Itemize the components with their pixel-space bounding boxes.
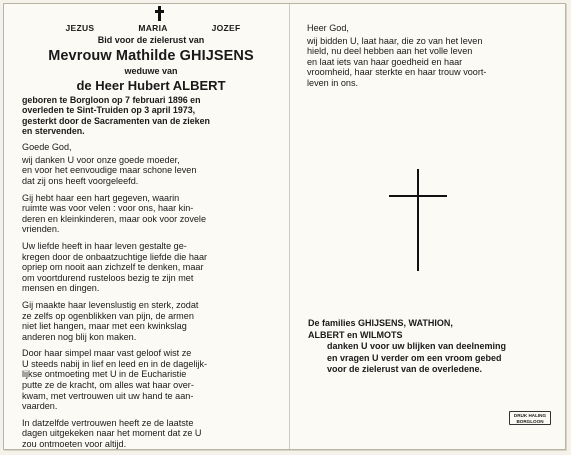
- prayer-line: putte ze de kracht, om alles wat haar over-: [22, 380, 194, 391]
- prayer-line: zou ontmoeten voor altijd.: [22, 439, 127, 450]
- prayer-line: anderen nog blij kon maken.: [22, 331, 137, 342]
- prayer-line: en voor het eenvoudige maar schone leven: [22, 165, 197, 176]
- bio-line: en stervenden.: [22, 125, 85, 136]
- bio-line: geboren te Borgloon op 7 februari 1896 en: [22, 95, 201, 105]
- jmj-heading: [66, 23, 241, 34]
- families-line-1: De families GHIJSENS, WATHION,: [308, 318, 453, 328]
- prayer-line: lijkse ontmoeting met U in de Eucharistie: [22, 369, 187, 380]
- back-panel: [307, 17, 547, 89]
- printer-town: BORGLOON: [516, 418, 544, 424]
- bio-line: gesterkt door de Sacramenten van de zieken: [22, 115, 210, 126]
- prayer-request: Bid voor de zielerust van: [97, 35, 205, 45]
- front-prayer-text: [22, 142, 280, 449]
- prayer-line: kregen door de onbaatzuchtige liefde die haar: [22, 251, 208, 262]
- jmj-maria: MARIA: [138, 23, 168, 33]
- prayer-paragraph: [307, 23, 547, 34]
- prayer-line: Heer God,: [307, 23, 349, 33]
- prayer-paragraph: [22, 300, 280, 342]
- prayer-line: U steeds nabij in lief en leed en in de dagelijk-: [22, 358, 208, 369]
- husband-name: de Heer Hubert ALBERT: [76, 78, 226, 93]
- prayer-line: hield, nu deel hebben aan het volle leven: [307, 46, 473, 57]
- jmj-jezus: JEZUS: [65, 23, 95, 33]
- widow-of-label: weduwe van: [124, 66, 178, 76]
- prayer-line: Gij maakte haar levenslustig en sterk, zodat: [22, 299, 199, 310]
- prayer-line: wij bidden U, laat haar, die zo van het leven: [307, 35, 483, 46]
- prayer-line: deren en kleinkinderen, maar ook voor zovele: [22, 213, 207, 224]
- prayer-line: ruimte was voor velen : voor ons, haar kin-: [22, 203, 194, 214]
- prayer-line: en laat iets van haar goedheid en haar: [307, 56, 463, 67]
- back-prayer-text: [307, 23, 547, 89]
- bio-line: overleden te Sint-Truiden op 3 april 1973,: [22, 105, 196, 116]
- printer-name: DRUK HALING: [513, 413, 547, 418]
- prayer-line: mensen en dingen.: [22, 283, 100, 294]
- prayer-line: vrienden.: [22, 224, 60, 235]
- prayer-line: opriep om nooit aan zichzelf te denken, maar: [22, 262, 204, 273]
- prayer-paragraph: [307, 36, 547, 89]
- thanks-line: en vragen U verder om een vroom gebed: [327, 352, 502, 363]
- thanks-line: danken U voor uw blijken van deelneming: [327, 341, 507, 351]
- small-cross-icon: [155, 6, 164, 21]
- prayer-line: Uw liefde heeft in haar leven gestalte ge-: [22, 240, 187, 251]
- prayer-line: In datzelfde vertrouwen heeft ze de laatste: [22, 417, 194, 428]
- families-line-2: ALBERT en WILMOTS: [308, 329, 403, 340]
- prayer-line: dagen uitgekeken naar het moment dat ze U: [22, 428, 202, 439]
- prayer-paragraph: [22, 241, 280, 294]
- prayer-line: vaarden.: [22, 401, 58, 412]
- prayer-line: kwam, met vertrouwen uit uw hand te aan-: [22, 390, 194, 401]
- prayer-line: niet liet hangen, maar met een kwinkslag: [22, 321, 187, 332]
- prayer-line: leven in ons.: [307, 77, 359, 88]
- biography: [22, 95, 280, 136]
- family-acknowledgement: [308, 318, 558, 376]
- prayer-paragraph: [22, 142, 280, 153]
- large-cross-icon: [389, 169, 447, 271]
- prayer-line: ze zelfs op ogenblikken van pijn, de armen: [22, 310, 194, 321]
- printer-stamp: [509, 411, 551, 425]
- thanks-line: voor de zielerust van de overledene.: [327, 364, 483, 374]
- prayer-paragraph: [22, 193, 280, 235]
- prayer-line: Gij hebt haar een hart gegeven, waarin: [22, 192, 180, 203]
- prayer-line: vroomheid, haar sterkte en haar trouw voort-: [307, 67, 487, 78]
- prayer-paragraph: [22, 418, 280, 450]
- prayer-line: om voortdurend rusteloos bezig te zijn met: [22, 272, 194, 283]
- deceased-name: Mevrouw Mathilde GHIJSENS: [48, 48, 254, 64]
- prayer-paragraph: [22, 155, 280, 187]
- prayer-line: wij danken U voor onze goede moeder,: [22, 154, 180, 165]
- card-fold-line: [289, 4, 290, 449]
- jmj-jozef: JOZEF: [211, 23, 241, 33]
- front-panel: [22, 6, 280, 450]
- prayer-line: Goede God,: [22, 142, 72, 153]
- prayer-line: dat zij ons heeft voorgeleefd.: [22, 175, 139, 186]
- prayer-line: Door haar simpel maar vast geloof wist ze: [22, 348, 192, 359]
- prayer-paragraph: [22, 348, 280, 412]
